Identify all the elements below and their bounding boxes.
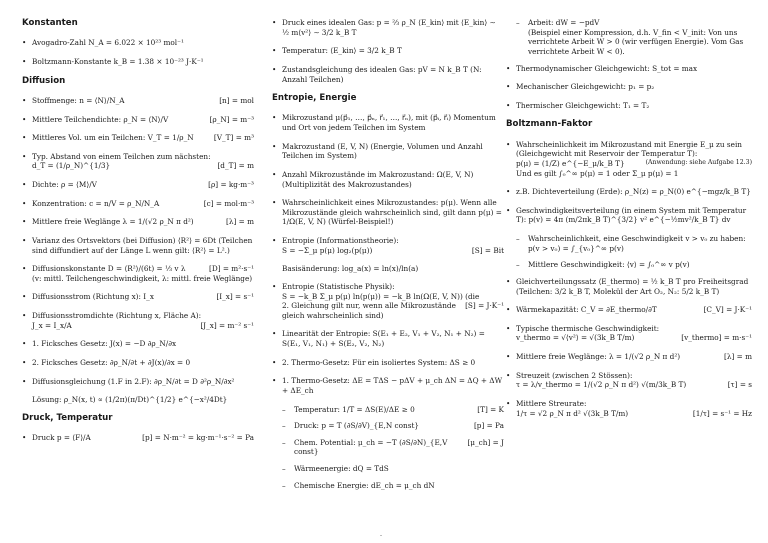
heading-konstanten: Konstanten: [22, 18, 78, 28]
wahrscheinlichkeit-item: • Wahrscheinlichkeit eines Mikrozustandes: p(μ). Wenn alle Mikrozustände gleich wahrscheinlich sind, gilt dann p(μ) = 1/Ω(E, V, N) (Würfel-Beispiel!): [272, 198, 504, 227]
diffusionsstrom-text: • Diffusionsstrom (Richtung x): I_x: [32, 292, 154, 302]
heading-entropie: Entropie, Energie: [272, 93, 357, 104]
dichte-item: [22, 180, 254, 190]
ideal-gas-pressure: • Druck eines idealen Gas: p = ⅔ ρ_N ⟨E_kin⟩ mit ⟨E_kin⟩ ∼ ½ m⟨v²⟩ ∼ 3/2 k_B T: [272, 18, 504, 37]
arbeit-text: – Arbeit: dW = −pdV: [528, 18, 600, 27]
boltzmann-item: [506, 140, 752, 179]
entropie-info-unit: [S] = Bit: [471, 245, 504, 255]
diffusionskonstante-note: (v: mittl. Teilchengeschwindigkeit, λ: mittl. freie Weglänge): [32, 273, 253, 283]
thermische-geschwindigkeit-unit: [v_thermo] = m·s⁻¹: [681, 333, 752, 343]
fick2-item: • 2. Ficksches Gesetz: ∂ρ_N/∂t + ∂J(x)/∂x = 0: [22, 358, 254, 368]
temperatur-sub: [272, 405, 504, 415]
teilchendichte-text: • Mittlere Teilchendichte: ρ_N = ⟨N⟩/V: [32, 114, 169, 124]
mech-gleichgewicht: • Mechanischer Gleichgewicht: p₁ = p₂: [506, 82, 752, 92]
streuzeit-unit: [τ] = s: [727, 380, 752, 390]
thermische-geschwindigkeit-formula: v_thermo = √⟨v²⟩ = √(3k_B T/m): [516, 333, 635, 343]
diffusionskonstante-text: • Diffusionskonstante D = ⟨R²⟩/(6t) = ⅓ v λ: [32, 264, 186, 274]
streuzeit-item: [506, 371, 752, 390]
geschwindigkeit-wahrsch-sub: – Wahrscheinlichkeit, eine Geschwindigkeit v > v₀ zu haben: p(v > v₀) = ∫_{v₀}^∞ p(v): [506, 234, 752, 253]
abstand-formula: d_T = (1/ρ_N)^{1/3}: [32, 161, 111, 171]
freie-weglaenge-item: [506, 352, 752, 362]
boltzmann-normierung: Und es gilt ∫₀^∞ p(μ) = 1 oder Σ_μ p(μ) = 1: [516, 168, 679, 178]
gleichverteilungssatz-item: [506, 277, 752, 296]
teilchendichte-unit: [ρ_N] = m⁻³: [209, 114, 254, 124]
makrozustand-item: • Makrozustand (E, V, N) (Energie, Volumen und Anzahl Teilchen im System): [272, 142, 504, 161]
thermische-geschwindigkeit-item: [506, 324, 752, 343]
geschwindigkeitsverteilung-item: • Geschwindigkeitsverteilung (in einem System mit Temperatur T): p(v) = 4π (m/2πk_B T)^{3/2} v² e^{−½mv²/k_B T} dv: [506, 206, 752, 225]
streuzeit-formula: τ = λ/v_thermo = 1/(√2 ρ_N π d²) √(m/3k_B T): [516, 380, 687, 390]
dichteverteilung-item: • z.B. Dichteverteilung (Erde): ρ_N(z) = ρ_N(0) e^{−mgz/k_B T}: [506, 187, 752, 197]
entropie-stat-unit: [S] = J·K⁻¹: [465, 301, 504, 311]
stromdichte-text: • Diffusionsstromdichte (Richtung x, Fläche A):: [32, 311, 202, 321]
stoffmenge-unit: [n] = mol: [219, 95, 254, 105]
druck-sub: [272, 421, 504, 431]
column-right: [506, 18, 752, 427]
anzahl-mikrozustaende-item: • Anzahl Mikrozustände im Makrozustand: Ω(E, V, N) (Multiplizität des Makrozustandes): [272, 170, 504, 189]
freie-weglaenge-unit: [λ] = m: [724, 352, 752, 362]
boltzmann-formula: p(μ) = (1/Z) e^{−E_μ/k_B T}: [516, 158, 625, 168]
heading-druck: Druck, Temperatur: [22, 412, 113, 423]
thermo-gesetz-1-item: • 1. Thermo-Gesetz: ΔE = TΔS − pΔV + μ_ch ΔN = ΔQ + ΔW + ΔE_ch: [272, 376, 504, 395]
heading-diffusion: Diffusion: [22, 75, 66, 86]
dichte-unit: [ρ] = kg·m⁻³: [208, 180, 254, 190]
boltzmann-text: • Wahrscheinlichkeit im Mikrozustand mit Energie E_μ zu sein (Gleichgewicht mit Reservoir der Temperatur T):: [516, 139, 742, 159]
druck-item: [22, 433, 254, 443]
chem-potential-sub: [272, 438, 504, 457]
boltzmann-constant: • Boltzmann-Konstante k_B = 1.38 × 10⁻²³ J·K⁻¹: [22, 57, 254, 67]
therm-gleichgewicht: • Thermischer Gleichgewicht: T₁ = T₂: [506, 101, 752, 111]
druck-sub-unit: [p] = Pa: [473, 421, 504, 431]
heading-boltzmann: Boltzmann-Faktor: [506, 119, 593, 130]
entropie-stat-text: • Entropie (Statistische Physik):: [282, 281, 395, 291]
diffusionsstrom-unit: [I_x] = s⁻¹: [216, 292, 254, 302]
chemische-energie-sub: – Chemische Energie: dE_ch = μ_ch dN: [272, 481, 504, 491]
zustandsgleichung-item: • Zustandsgleichung des idealen Gas: pV = N k_B T (N: Anzahl Teilchen): [272, 65, 504, 84]
abstand-text: • Typ. Abstand von einem Teilchen zum nächsten:: [32, 151, 211, 161]
streurate-formula: 1/τ = √2 ρ_N π d² √(3k_B T/m): [516, 408, 629, 418]
konzentration-item: [22, 199, 254, 209]
chem-potential-unit: [μ_ch] = J: [467, 437, 504, 447]
chem-potential-text: – Chem. Potential: μ_ch = −T (∂S/∂N)_{E,V const}: [294, 437, 448, 457]
volumen-unit: [V_T] = m³: [213, 133, 254, 143]
stromdichte-unit: [J_x] = m⁻² s⁻¹: [200, 320, 254, 330]
thermische-geschwindigkeit-text: • Typische thermische Geschwindigkeit:: [516, 323, 660, 333]
konzentration-text: • Konzentration: c = n/V = ρ_N/N_A: [32, 198, 160, 208]
entropie-stat-note: 2. Gleichung gilt nur, wenn alle Mikrozustände gleich wahrscheinlich sind): [282, 301, 456, 320]
streurate-text: • Mittlere Streurate:: [516, 398, 587, 408]
stromdichte-item: [22, 311, 254, 330]
entropie-stat-formula: S = −k_B Σ_μ p(μ) ln(p(μ)) = −k_B ln(Ω(E, V, N)) (die: [282, 291, 480, 301]
volumen-text: • Mittleres Vol. um ein Teilchen: V_T = 1/ρ_N: [32, 133, 194, 143]
entropie-info-text: • Entropie (Informationstheorie):: [282, 236, 399, 246]
diffusionskonstante-unit: [D] = m²·s⁻¹: [209, 264, 254, 274]
freie-weglaenge-text: • Mittlere freie Weglänge: λ = 1/(√2 ρ_N π d²): [516, 352, 681, 362]
druck-unit: [p] = N·m⁻² = kg·m⁻¹·s⁻² = Pa: [142, 433, 254, 443]
loesung-formula: Lösung: ρ_N(x, t) ∝ (1/2π)(π/Dt)^{1/2} e^{−x²/4Dt}: [32, 395, 228, 405]
basisaenderung: Basisänderung: log_a(x) = ln(x)/ln(a): [282, 264, 419, 274]
stromdichte-formula: J_x = I_x/A: [32, 320, 72, 330]
varianz-item: • Varianz des Ortsvektors (bei Diffusion) ⟨R²⟩ = 6Dt (Teilchen sind diffundiert auf der Länge L wenn gilt: ⟨R²⟩ = L².): [22, 236, 254, 255]
abstand-item: [22, 152, 254, 171]
avogadro-constant: • Avogadro-Zahl N_A = 6.022 × 10²³ mol⁻¹: [22, 38, 254, 48]
streuzeit-text: • Streuzeit (zwischen 2 Stössen):: [516, 370, 633, 380]
temperatur-sub-text: – Temperatur: 1/T = ΔS(E)/ΔE ≥ 0: [294, 404, 415, 414]
volumen-item: [22, 133, 254, 143]
waermekapazitaet-unit: [C_V] = J·K⁻¹: [703, 305, 752, 315]
diffusionskonstante-item: [22, 264, 254, 283]
thermo-gesetz-2-item: • 2. Thermo-Gesetz: Für ein isoliertes System: ΔS ≥ 0: [272, 358, 504, 368]
konzentration-unit: [c] = mol·m⁻³: [203, 198, 254, 208]
fick1-item: • 1. Ficksches Gesetz: J(x) = −D ∂ρ_N/∂x: [22, 339, 254, 349]
weglaenge-item: [22, 217, 254, 227]
mikrozustand-item: • Mikrozustand μ(p⃗₁, …, p⃗ₙ, r⃗₁, …, r⃗ₙ), mit (p⃗ᵢ, r⃗ᵢ) Momentum und Ort von jedem Teilchen im System: [272, 113, 504, 132]
temperature-item: • Temperatur: ⟨E_kin⟩ = 3/2 k_B T: [272, 46, 504, 56]
arbeit-sub: [506, 18, 752, 57]
waermeenergie-sub: – Wärmeenergie: dQ = TdS: [272, 464, 504, 474]
stoffmenge-item: [22, 96, 254, 106]
column-left: [22, 18, 254, 452]
thermo-gleichgewicht: • Thermodynamischer Gleichgewicht: S_tot = max: [506, 64, 752, 74]
stoffmenge-text: • Stoffmenge: n = ⟨N⟩/N_A: [32, 95, 125, 105]
teilchendichte-item: [22, 115, 254, 125]
abstand-unit: [d_T] = m: [217, 161, 254, 171]
druck-text: • Druck p = ⟨F⟩/A: [32, 433, 91, 443]
streurate-item: [506, 399, 752, 418]
entropie-info-formula: S = −Σ_μ p(μ) log₂(p(μ)): [282, 245, 373, 255]
entropie-info-item: [272, 236, 504, 255]
page-number: -: [380, 532, 383, 539]
diffusionsgleichung-item: • Diffusionsgleichung (1.F in 2.F): ∂ρ_N/∂t = D ∂²ρ_N/∂x²: [22, 377, 254, 387]
boltzmann-anwendung: (Anwendung: siehe Aufgabe 12.3): [645, 158, 752, 166]
mittlere-geschwindigkeit-sub: – Mittlere Geschwindigkeit: ⟨v⟩ = ∫₀^∞ v p(v): [506, 260, 752, 270]
entropie-stat-item: [272, 282, 504, 321]
waermekapazitaet-text: • Wärmekapazität: C_V = ∂E_thermo/∂T: [516, 305, 657, 315]
diffusionsstrom-item: [22, 292, 254, 302]
arbeit-note: (Beispiel einer Kompression, d.h. V_fin < V_init: Von uns verrichtete Arbeit W > 0 (wir verfügen Energie). Vom Gas verrichtete Arbeit W < 0).: [528, 27, 744, 56]
linearitaet-item: • Linearität der Entropie: S(E₁ + E₂, V₁ + V₂, N₁ + N₂) = S(E₁, V₁, N₁) + S(E₂, V₂, N₂): [272, 329, 504, 348]
gleichverteilungssatz-text: • Gleichverteilungssatz ⟨E_thermo⟩ = ½ k_B T pro Freiheitsgrad: [516, 276, 749, 286]
weglaenge-text: • Mittlere freie Weglänge λ = 1/(√2 ρ_N π d²): [32, 217, 194, 227]
gleichverteilungssatz-note: (Teilchen: 3/2 k_B T, Molekül der Art O₂, N₂: 5/2 k_B T): [516, 286, 720, 296]
temperatur-sub-unit: [T] = K: [477, 404, 504, 414]
dichte-text: • Dichte: ρ = ⟨M⟩/V: [32, 180, 97, 190]
druck-sub-text: – Druck: p = T (∂S/∂V)_{E,N const}: [294, 421, 420, 431]
column-middle: [272, 18, 504, 497]
weglaenge-unit: [λ] = m: [226, 217, 254, 227]
waermekapazitaet-item: [506, 305, 752, 315]
streurate-unit: [1/τ] = s⁻¹ = Hz: [692, 408, 752, 418]
